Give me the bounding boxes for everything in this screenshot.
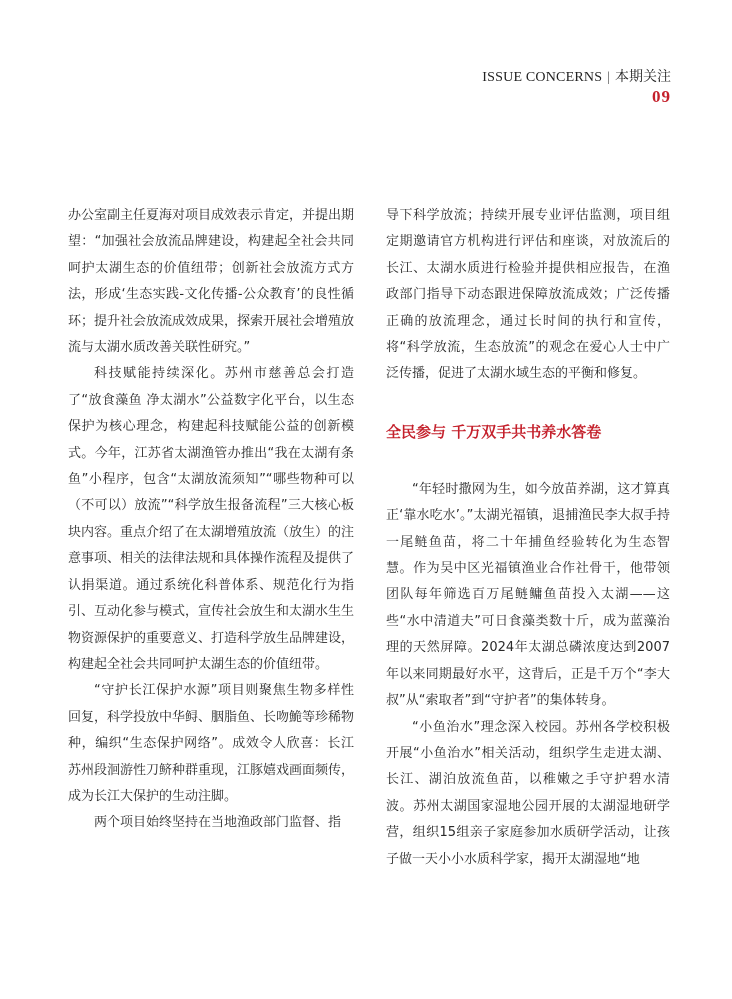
section-name-english: ISSUE CONCERNS [482, 70, 603, 85]
paragraph: 导下科学放流；持续开展专业评估监测，项目组定期邀请官方机构进行评估和座谈，对放流后的长江、太湖水质进行检验并提供相应报告，在渔政部门指导下动态跟进保障放流成效；广泛传播正确的放流理念，通过长时间的执行和宣传，将“科学放流，生态放流”的观念在爱心人士中广泛传播，促进了太湖水域生态的平衡和修复。 [386, 208, 670, 382]
section-name-chinese: 本期关注 [615, 69, 671, 85]
paragraph: “守护长江保护水源”项目则聚焦生物多样性回复，科学投放中华鲟、胭脂鱼、长吻鮠等珍稀物种，编织“生态保护网络”。成效令人欣喜：长江苏州段洄游性刀鲚种群重现，江豚嬉戏画面频传，成为长江大保护的生动注脚。 [68, 683, 355, 804]
header-separator: | [607, 70, 610, 85]
paragraph: 办公室副主任夏海对项目成效表示肯定，并提出期望：“加强社会放流品牌建设，构建起全社会共同呵护太湖生态的价值纽带；创新社会放流方式方法，形成‘生态实践-文化传播-公众教育’的良性循环；提升社会放流成效成果，探索开展社会增殖放流与太湖水质改善关联性研究。” [68, 208, 355, 356]
page-number: 09 [652, 87, 671, 106]
paragraph: 科技赋能持续深化。苏州市慈善总会打造了“放食藻鱼 净太湖水”公益数字化平台，以生态保护为核心理念，构建起科技赋能公益的创新模式。今年，江苏省太湖渔管办推出“我在太湖有条鱼”小程序，包含“太湖放流须知”“哪些物种可以（不可以）放流”“科学放生报备流程”三大核心板块内容。重点介绍了在太湖增殖放流（放生）的注意事项、相关的法律法规和具体操作流程及提供了认捐渠道。通过系统化科普体系、规范化行为指引、互动化参与模式，宣传社会放生和太湖水生生物资源保护的重要意义、打造科学放生品牌建设，构建起全社会共同呵护太湖生态的价值纽带。 [68, 366, 355, 672]
header-line [482, 66, 671, 86]
paragraph: “年轻时撒网为生，如今放苗养湖，这才算真正‘靠水吃水’。”太湖光福镇，退捕渔民李大叔手持一尾鲢鱼苗，将二十年捕鱼经验转化为生态智慧。作为吴中区光福镇渔业合作社骨干，他带领团队每年筛选百万尾鲢鳙鱼苗投入太湖——这些“水中清道夫”可日食藻类数十斤，成为蓝藻治理的天然屏障。2024年太湖总磷浓度达到2007年以来同期最好水平，这背后，正是千万个“李大叔”从“索取者”到“守护者”的集体转身。 [386, 481, 670, 709]
right-column [386, 203, 670, 873]
running-header [482, 66, 671, 107]
paragraph: 两个项目始终坚持在当地渔政部门监督、指 [94, 815, 342, 831]
section-heading: 全民参与 千万双手共书养水答卷 [386, 422, 602, 441]
left-column [68, 203, 354, 837]
paragraph: “小鱼治水”理念深入校园。苏州各学校积极开展“小鱼治水”相关活动，组织学生走进太湖、长江、湖泊放流鱼苗，以稚嫩之手守护碧水清波。苏州太湖国家湿地公园开展的太湖湿地研学营，组织15组亲子家庭参加水质研学活动，让孩子做一天小小水质科学家，揭开太湖湿地“地 [386, 719, 670, 867]
